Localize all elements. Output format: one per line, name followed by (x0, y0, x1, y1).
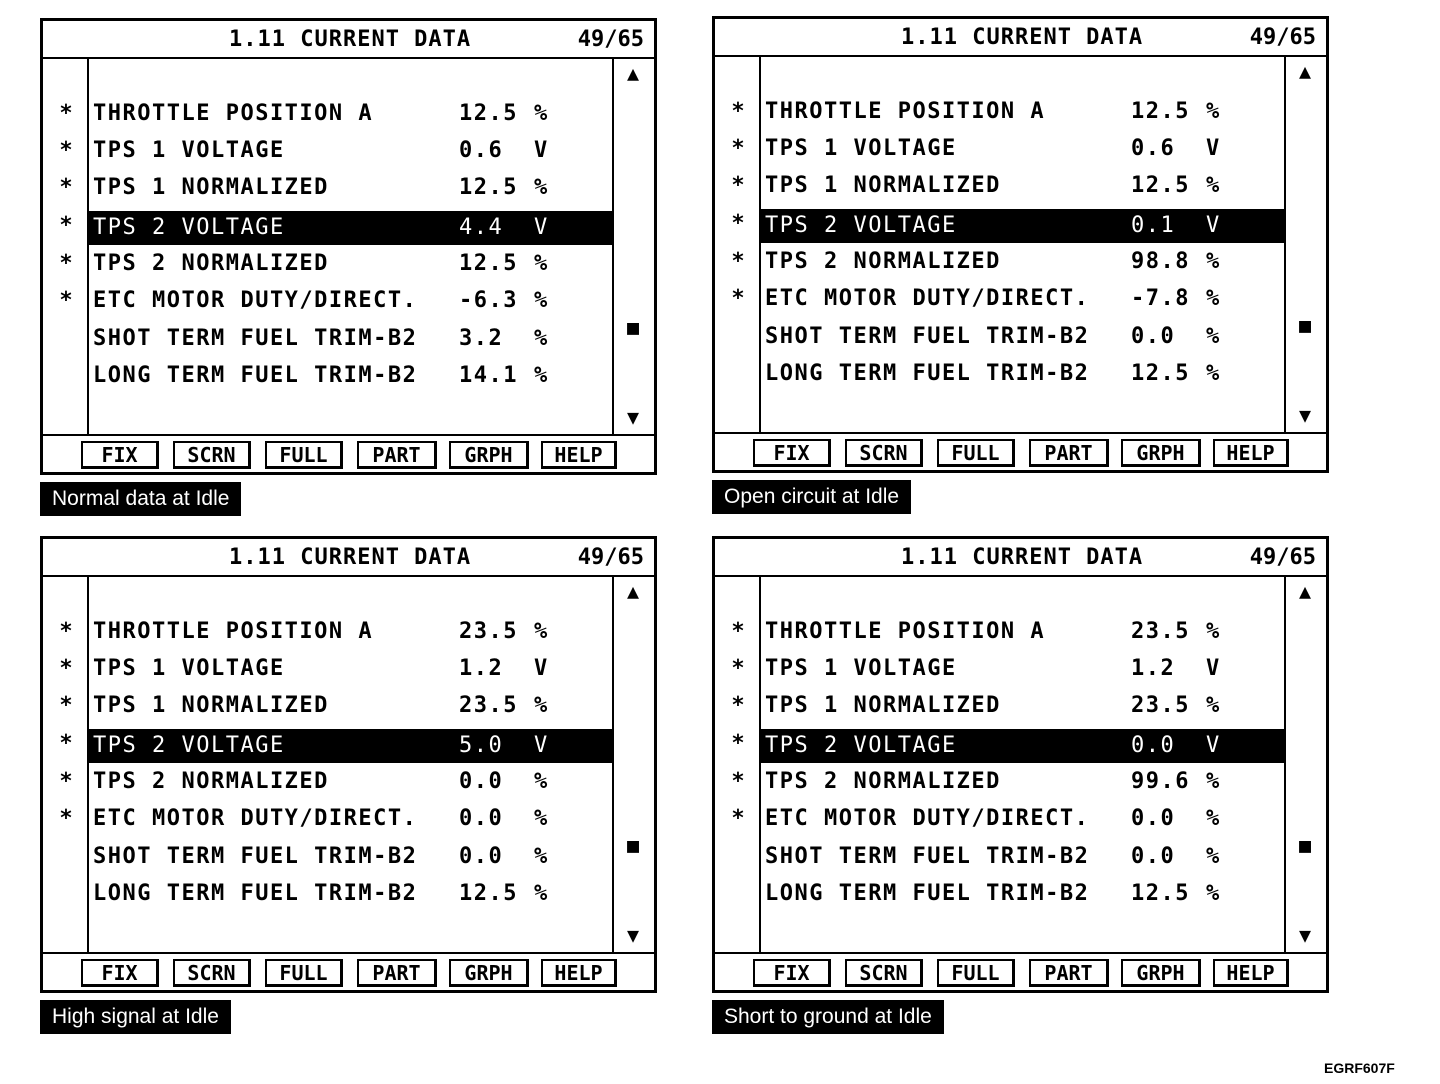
data-row[interactable] (89, 322, 612, 356)
param-value: 0.0 (459, 844, 504, 869)
scroll-thumb-icon[interactable]: ■ (1298, 833, 1312, 857)
data-row[interactable] (761, 802, 1284, 836)
fix-button[interactable]: FIX (753, 439, 831, 467)
param-unit: % (534, 881, 548, 906)
full-button[interactable]: FULL (937, 959, 1015, 987)
data-row[interactable] (761, 877, 1284, 911)
data-row[interactable] (89, 877, 612, 911)
param-name: TPS 2 NORMALIZED (765, 249, 1001, 274)
data-row-selected[interactable] (89, 729, 612, 763)
param-value: 0.0 (459, 769, 504, 794)
param-unit: % (1206, 881, 1220, 906)
screen-title: 1.11 CURRENT DATA (901, 25, 1144, 50)
screen-title: 1.11 CURRENT DATA (229, 27, 472, 52)
function-key-bar (715, 432, 1326, 472)
page-indicator: 49/65 (1249, 25, 1316, 50)
panel-caption: Short to ground at Idle (712, 1000, 944, 1034)
star-marker: * (59, 731, 73, 756)
param-name: TPS 1 NORMALIZED (765, 693, 1001, 718)
data-row[interactable] (761, 132, 1284, 166)
scan-tool-screen (712, 536, 1329, 993)
star-marker: * (59, 251, 73, 276)
scrn-button[interactable]: SCRN (173, 441, 251, 469)
param-unit: % (534, 363, 548, 388)
help-button[interactable]: HELP (1213, 959, 1289, 987)
param-unit: V (1206, 733, 1220, 758)
data-row[interactable] (761, 282, 1284, 316)
screen-header (715, 539, 1326, 577)
param-unit: % (534, 326, 548, 351)
star-marker: * (731, 249, 745, 274)
star-marker: * (59, 693, 73, 718)
function-key-bar (43, 952, 654, 992)
help-button[interactable]: HELP (541, 441, 617, 469)
star-marker: * (59, 806, 73, 831)
data-row[interactable] (761, 169, 1284, 203)
data-row[interactable] (89, 652, 612, 686)
param-value: 12.5 (1131, 173, 1190, 198)
down-arrow-icon[interactable]: ▼ (626, 923, 640, 947)
page-indicator: 49/65 (1249, 545, 1316, 570)
param-value: 4.4 (459, 215, 504, 240)
scan-tool-panel-short-to-ground (712, 536, 1329, 1028)
star-marker: * (731, 656, 745, 681)
data-row[interactable] (89, 689, 612, 723)
param-name: SHOT TERM FUEL TRIM-B2 (765, 324, 1090, 349)
param-value: 23.5 (459, 693, 518, 718)
scan-tool-screen (40, 18, 657, 475)
param-name: LONG TERM FUEL TRIM-B2 (765, 361, 1090, 386)
screen-header (43, 21, 654, 59)
data-row[interactable] (89, 247, 612, 281)
scrn-button[interactable]: SCRN (845, 439, 923, 467)
param-unit: % (534, 693, 548, 718)
panel-caption: High signal at Idle (40, 1000, 231, 1034)
star-marker: * (731, 173, 745, 198)
param-value: 23.5 (1131, 693, 1190, 718)
param-value: 12.5 (459, 251, 518, 276)
data-row-selected[interactable] (89, 211, 612, 245)
scan-tool-panel-normal (40, 18, 657, 510)
star-marker: * (731, 731, 745, 756)
figure-code: EGRF607F (1324, 1060, 1395, 1076)
param-name: TPS 1 NORMALIZED (765, 173, 1001, 198)
param-name: SHOT TERM FUEL TRIM-B2 (93, 844, 418, 869)
grph-button[interactable]: GRPH (449, 441, 529, 469)
screen-title: 1.11 CURRENT DATA (229, 545, 472, 570)
data-list (759, 577, 1286, 952)
screen-title: 1.11 CURRENT DATA (901, 545, 1144, 570)
scan-tool-screen (712, 16, 1329, 473)
data-row[interactable] (761, 95, 1284, 129)
data-row[interactable] (89, 765, 612, 799)
param-unit: V (534, 215, 548, 240)
param-name: TPS 1 VOLTAGE (765, 656, 957, 681)
param-name: THROTTLE POSITION A (93, 101, 374, 126)
data-row[interactable] (761, 840, 1284, 874)
param-name: TPS 2 VOLTAGE (93, 733, 285, 758)
data-row[interactable] (89, 97, 612, 131)
param-unit: % (1206, 324, 1220, 349)
param-name: SHOT TERM FUEL TRIM-B2 (765, 844, 1090, 869)
down-arrow-icon[interactable]: ▼ (1298, 923, 1312, 947)
param-unit: % (1206, 769, 1220, 794)
param-value: 5.0 (459, 733, 504, 758)
param-name: TPS 1 VOLTAGE (765, 136, 957, 161)
param-value: -6.3 (459, 288, 518, 313)
star-marker: * (59, 288, 73, 313)
screen-header (43, 539, 654, 577)
param-name: TPS 1 VOLTAGE (93, 656, 285, 681)
param-value: 12.5 (459, 101, 518, 126)
param-unit: % (1206, 361, 1220, 386)
star-marker: * (59, 656, 73, 681)
data-row[interactable] (89, 284, 612, 318)
data-row[interactable] (761, 765, 1284, 799)
scrollbar[interactable] (612, 59, 654, 434)
param-unit: % (534, 619, 548, 644)
param-value: 99.6 (1131, 769, 1190, 794)
data-list (87, 577, 614, 952)
data-row[interactable] (89, 171, 612, 205)
param-unit: % (1206, 249, 1220, 274)
param-name: TPS 2 VOLTAGE (93, 215, 285, 240)
param-name: TPS 2 NORMALIZED (93, 769, 329, 794)
full-button[interactable]: FULL (265, 441, 343, 469)
data-row[interactable] (89, 134, 612, 168)
param-unit: % (1206, 693, 1220, 718)
scrn-button[interactable]: SCRN (173, 959, 251, 987)
param-value: 1.2 (1131, 656, 1176, 681)
param-unit: V (534, 656, 548, 681)
param-name: TPS 1 NORMALIZED (93, 175, 329, 200)
screen-header (715, 19, 1326, 57)
param-unit: % (534, 288, 548, 313)
star-marker: * (731, 806, 745, 831)
param-unit: V (1206, 656, 1220, 681)
panel-caption: Normal data at Idle (40, 482, 241, 516)
param-value: 0.0 (1131, 844, 1176, 869)
param-value: 12.5 (1131, 881, 1190, 906)
param-unit: % (1206, 844, 1220, 869)
param-unit: % (534, 251, 548, 276)
function-key-bar (715, 952, 1326, 992)
star-marker: * (731, 769, 745, 794)
param-unit: % (534, 844, 548, 869)
page-indicator: 49/65 (577, 27, 644, 52)
data-row[interactable] (89, 615, 612, 649)
param-name: ETC MOTOR DUTY/DIRECT. (93, 806, 418, 831)
param-name: TPS 2 NORMALIZED (93, 251, 329, 276)
data-row[interactable] (761, 689, 1284, 723)
star-marker: * (59, 138, 73, 163)
grph-button[interactable]: GRPH (449, 959, 529, 987)
param-value: 23.5 (1131, 619, 1190, 644)
param-unit: V (1206, 213, 1220, 238)
param-name: LONG TERM FUEL TRIM-B2 (765, 881, 1090, 906)
fix-button[interactable]: FIX (81, 959, 159, 987)
star-marker: * (731, 136, 745, 161)
grph-button[interactable]: GRPH (1121, 959, 1201, 987)
scan-tool-panel-high-signal (40, 536, 657, 1028)
data-row[interactable] (89, 840, 612, 874)
param-name: LONG TERM FUEL TRIM-B2 (93, 363, 418, 388)
part-button[interactable]: PART (357, 441, 437, 469)
star-marker: * (731, 619, 745, 644)
param-name: SHOT TERM FUEL TRIM-B2 (93, 326, 418, 351)
param-name: TPS 2 VOLTAGE (765, 213, 957, 238)
star-marker: * (59, 769, 73, 794)
param-value: 12.5 (1131, 99, 1190, 124)
data-list (759, 57, 1286, 432)
param-value: 23.5 (459, 619, 518, 644)
param-unit: % (1206, 173, 1220, 198)
param-name: TPS 2 VOLTAGE (765, 733, 957, 758)
param-value: 14.1 (459, 363, 518, 388)
param-value: 0.0 (1131, 324, 1176, 349)
param-unit: % (1206, 619, 1220, 644)
param-unit: % (534, 101, 548, 126)
scrollbar[interactable] (1284, 57, 1326, 432)
param-value: 98.8 (1131, 249, 1190, 274)
star-marker: * (731, 99, 745, 124)
param-name: THROTTLE POSITION A (765, 619, 1046, 644)
param-unit: % (1206, 286, 1220, 311)
star-marker: * (59, 619, 73, 644)
data-row[interactable] (89, 359, 612, 393)
param-unit: % (1206, 806, 1220, 831)
param-value: 0.6 (459, 138, 504, 163)
fix-button[interactable]: FIX (81, 441, 159, 469)
param-value: 3.2 (459, 326, 504, 351)
down-arrow-icon[interactable]: ▼ (626, 405, 640, 429)
param-value: 12.5 (1131, 361, 1190, 386)
scrollbar[interactable] (612, 577, 654, 952)
data-list (87, 59, 614, 434)
data-row-selected[interactable] (761, 209, 1284, 243)
function-key-bar (43, 434, 654, 474)
down-arrow-icon[interactable]: ▼ (1298, 403, 1312, 427)
data-row[interactable] (761, 652, 1284, 686)
param-unit: % (1206, 99, 1220, 124)
data-row-selected[interactable] (761, 729, 1284, 763)
page-indicator: 49/65 (577, 545, 644, 570)
part-button[interactable]: PART (357, 959, 437, 987)
star-marker: * (731, 211, 745, 236)
part-button[interactable]: PART (1029, 959, 1109, 987)
grph-button[interactable]: GRPH (1121, 439, 1201, 467)
param-name: TPS 1 VOLTAGE (93, 138, 285, 163)
up-arrow-icon[interactable]: ▲ (1298, 59, 1312, 83)
data-row[interactable] (761, 245, 1284, 279)
param-value: 0.6 (1131, 136, 1176, 161)
scrn-button[interactable]: SCRN (845, 959, 923, 987)
param-value: -7.8 (1131, 286, 1190, 311)
param-unit: % (534, 175, 548, 200)
param-unit: V (534, 733, 548, 758)
param-name: ETC MOTOR DUTY/DIRECT. (765, 806, 1090, 831)
help-button[interactable]: HELP (1213, 439, 1289, 467)
param-name: TPS 2 NORMALIZED (765, 769, 1001, 794)
param-value: 12.5 (459, 881, 518, 906)
up-arrow-icon[interactable]: ▲ (1298, 579, 1312, 603)
param-value: 0.0 (1131, 806, 1176, 831)
help-button[interactable]: HELP (541, 959, 617, 987)
up-arrow-icon[interactable]: ▲ (626, 61, 640, 85)
param-unit: V (534, 138, 548, 163)
star-marker: * (59, 175, 73, 200)
scan-tool-screen (40, 536, 657, 993)
param-value: 12.5 (459, 175, 518, 200)
param-name: ETC MOTOR DUTY/DIRECT. (93, 288, 418, 313)
star-marker: * (731, 693, 745, 718)
up-arrow-icon[interactable]: ▲ (626, 579, 640, 603)
panel-caption: Open circuit at Idle (712, 480, 911, 514)
star-marker: * (731, 286, 745, 311)
param-name: TPS 1 NORMALIZED (93, 693, 329, 718)
fix-button[interactable]: FIX (753, 959, 831, 987)
param-value: 0.0 (459, 806, 504, 831)
data-row[interactable] (761, 320, 1284, 354)
star-marker: * (59, 213, 73, 238)
param-unit: % (534, 769, 548, 794)
full-button[interactable]: FULL (265, 959, 343, 987)
scrollbar[interactable] (1284, 577, 1326, 952)
data-row[interactable] (761, 357, 1284, 391)
param-name: LONG TERM FUEL TRIM-B2 (93, 881, 418, 906)
param-value: 1.2 (459, 656, 504, 681)
scroll-thumb-icon[interactable]: ■ (626, 833, 640, 857)
param-value: 0.1 (1131, 213, 1176, 238)
part-button[interactable]: PART (1029, 439, 1109, 467)
param-unit: V (1206, 136, 1220, 161)
param-unit: % (534, 806, 548, 831)
param-value: 0.0 (1131, 733, 1176, 758)
scan-tool-panel-open-circuit (712, 16, 1329, 508)
param-name: THROTTLE POSITION A (765, 99, 1046, 124)
data-row[interactable] (761, 615, 1284, 649)
param-name: ETC MOTOR DUTY/DIRECT. (765, 286, 1090, 311)
data-row[interactable] (89, 802, 612, 836)
param-name: THROTTLE POSITION A (93, 619, 374, 644)
full-button[interactable]: FULL (937, 439, 1015, 467)
scroll-thumb-icon[interactable]: ■ (626, 315, 640, 339)
star-marker: * (59, 101, 73, 126)
scroll-thumb-icon[interactable]: ■ (1298, 313, 1312, 337)
